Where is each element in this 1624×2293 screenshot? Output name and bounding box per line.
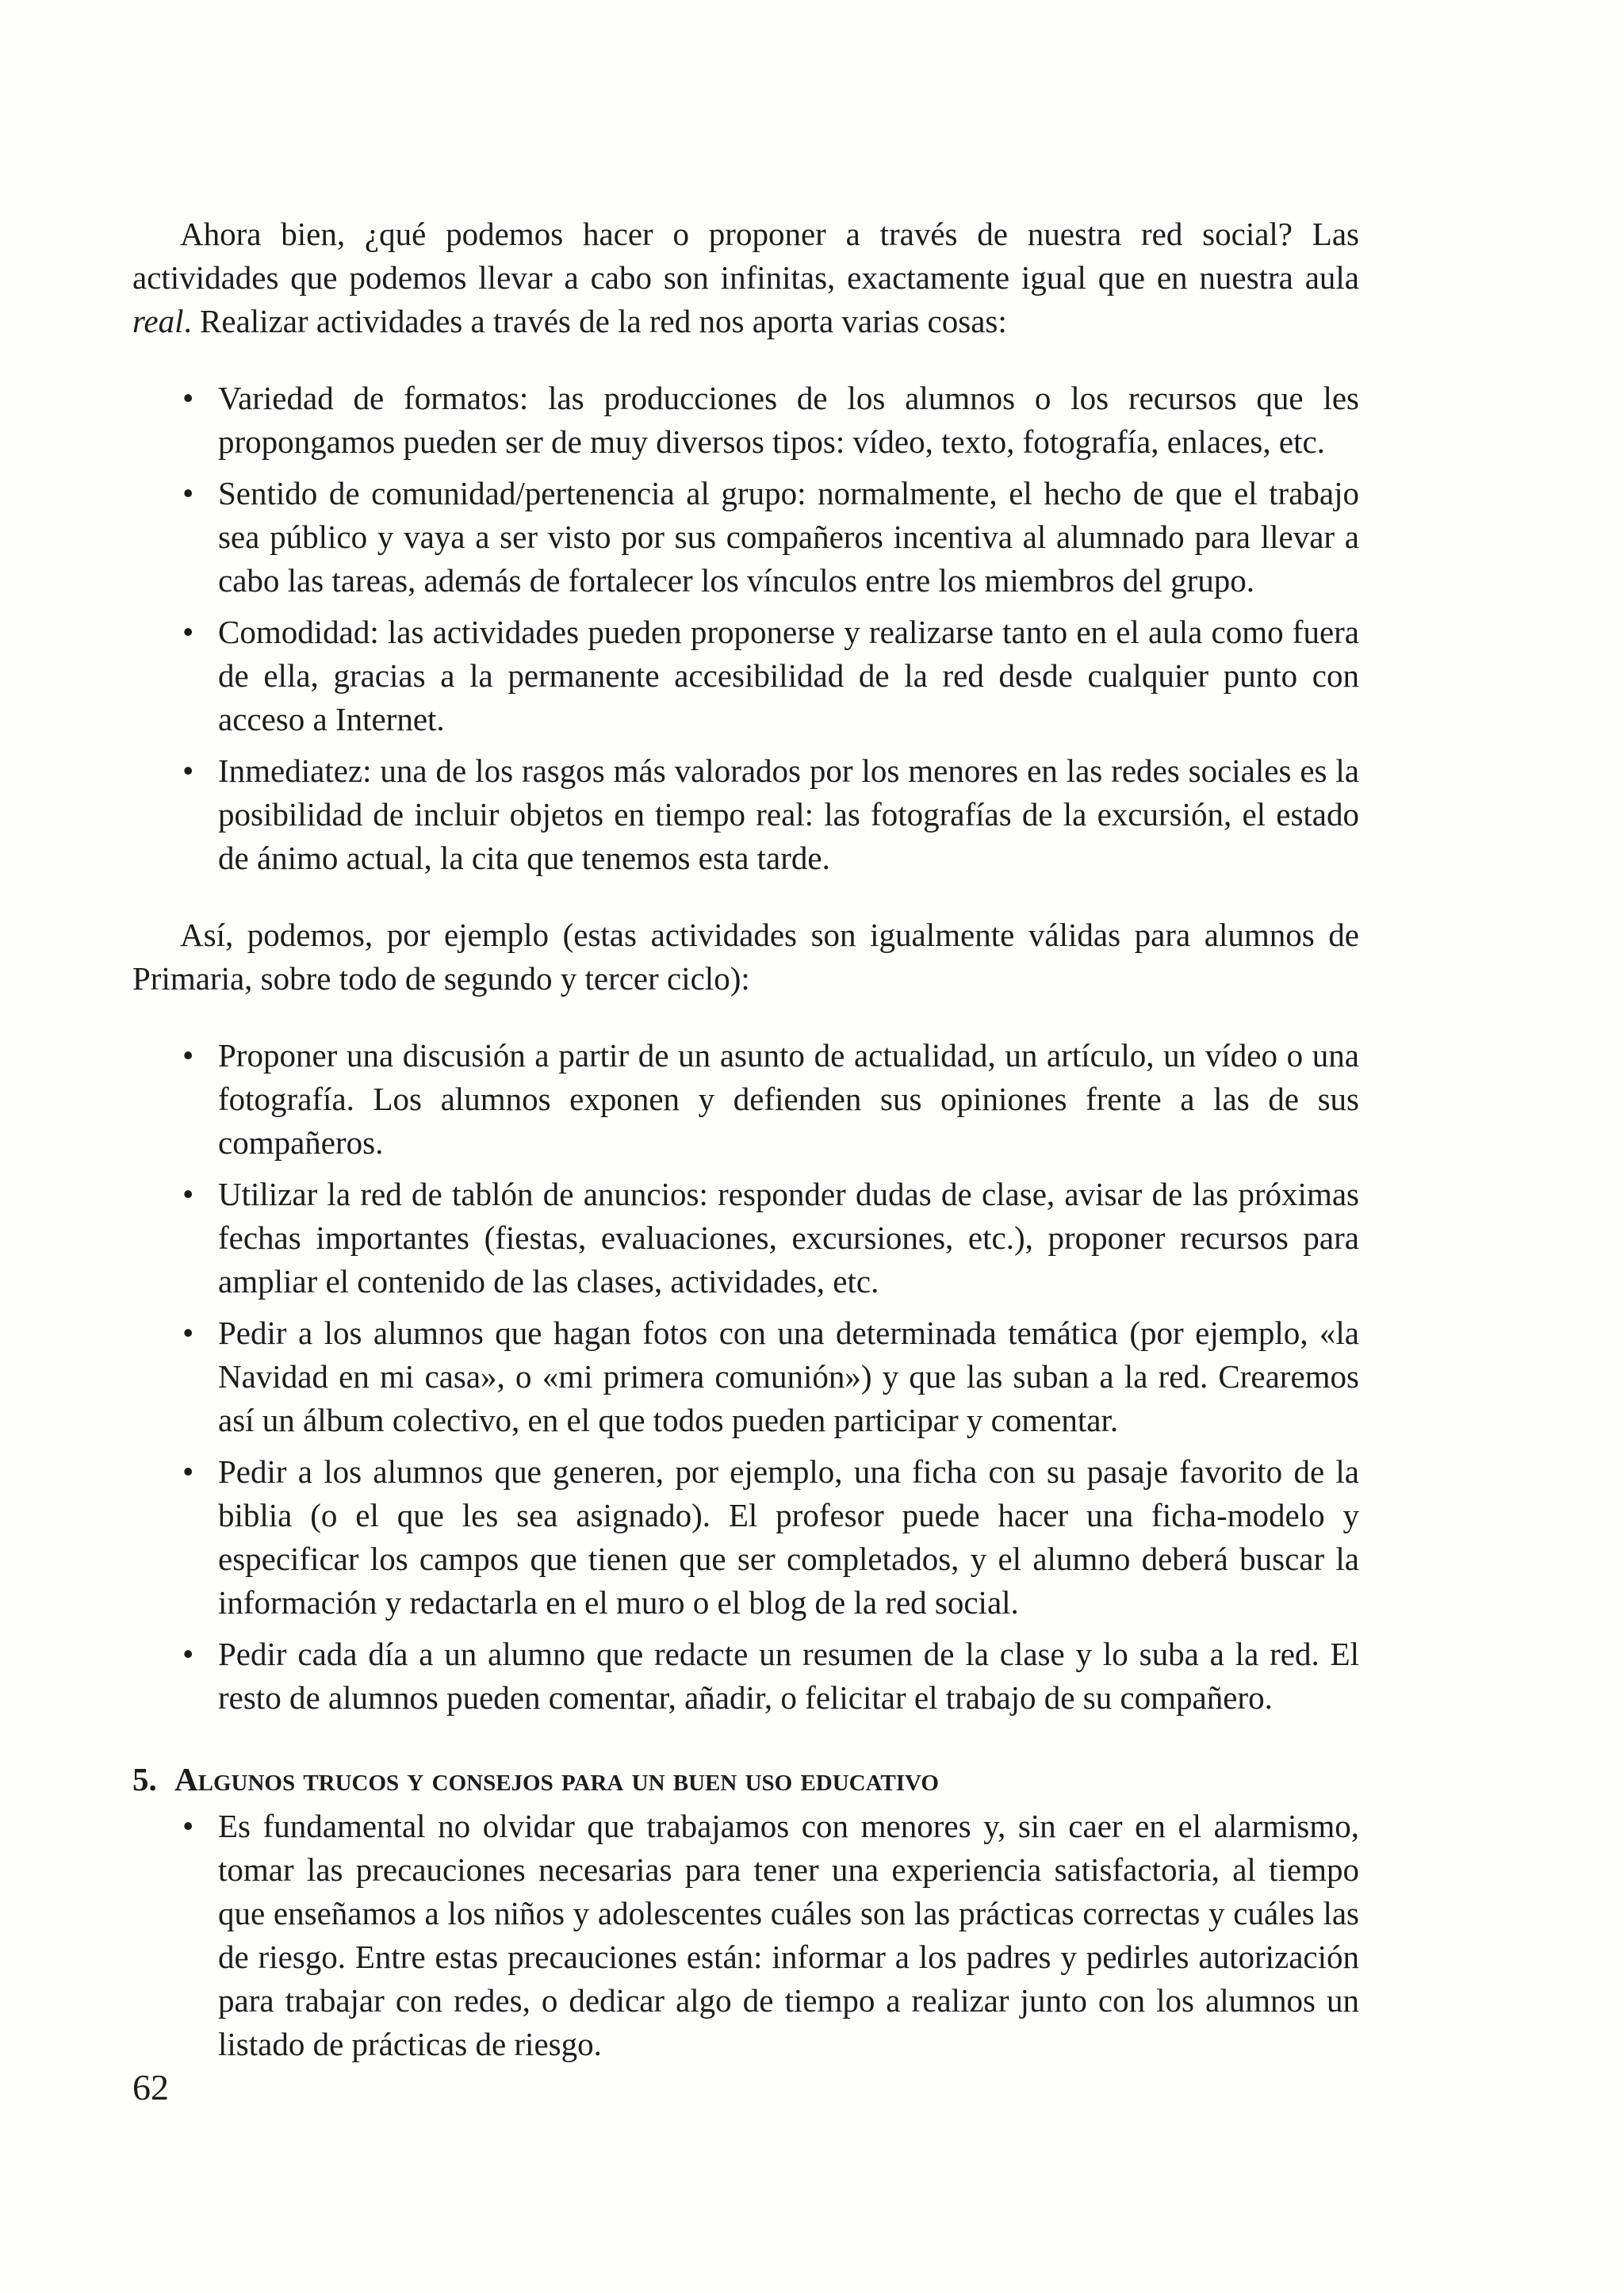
bullet-icon: • xyxy=(182,1176,194,1212)
list-item-text: Pedir cada día a un alumno que redacte un resumen de la clase y lo suba a la red. El resto de alumnos pueden comentar, añadir, o felicitar el trabajo de su compañero. xyxy=(218,1636,1359,1716)
list-item xyxy=(132,1173,1359,1303)
section-number: 5. xyxy=(132,1761,157,1797)
list-item xyxy=(132,1311,1359,1442)
list-item xyxy=(132,1633,1359,1720)
activities-list xyxy=(132,1034,1359,1720)
bullet-icon: • xyxy=(182,380,194,416)
list-item-text: Variedad de formatos: las producciones de los alumnos o los recursos que les propongamos pueden ser de muy diversos tipos: vídeo, texto, fotografía, enlaces, etc. xyxy=(218,380,1359,460)
list-item xyxy=(132,1805,1359,2066)
list-item xyxy=(132,611,1359,741)
intro-text-end: . Realizar actividades a través de la red nos aporta varias cosas: xyxy=(183,303,1007,339)
section-heading xyxy=(132,1758,1359,1801)
list-item xyxy=(132,377,1359,464)
section-title: Algunos trucos y consejos para un buen uso educativo xyxy=(174,1761,939,1797)
intro-italic-word: real xyxy=(132,303,184,339)
list-item xyxy=(132,1450,1359,1625)
bullet-icon: • xyxy=(182,475,194,511)
intro-text: Ahora bien, ¿qué podemos hacer o proponer a través de nuestra red social? Las actividades que podemos llevar a cabo son infinitas, exactamente igual que en nuestra aula xyxy=(132,216,1359,296)
bullet-icon: • xyxy=(182,1808,194,1844)
bullet-icon: • xyxy=(182,1037,194,1074)
list-item-text: Proponer una discusión a partir de un asunto de actualidad, un artículo, un vídeo o una fotografía. Los alumnos exponen y defienden sus opiniones frente a las de sus compañeros. xyxy=(218,1037,1359,1161)
list-item xyxy=(132,472,1359,603)
list-item-text: Inmediatez: una de los rasgos más valorados por los menores en las redes sociales es la posibilidad de incluir objetos en tiempo real: las fotografías de la excursión, el estado de ánimo actual, la cita que tenemos esta tarde. xyxy=(218,752,1359,876)
list-item-text: Utilizar la red de tablón de anuncios: responder dudas de clase, avisar de las próximas fechas importantes (fiestas, evaluaciones, excursiones, etc.), proponer recursos para ampliar el contenido de las clases, actividades, etc. xyxy=(218,1176,1359,1300)
list-item-text: Pedir a los alumnos que hagan fotos con una determinada temática (por ejemplo, «la Navidad en mi casa», o «mi primera comunión») y que las suban a la red. Crearemos así un álbum colectivo, en el que todos pueden participar y comentar. xyxy=(218,1315,1359,1438)
page-body xyxy=(132,212,1359,2066)
bullet-icon: • xyxy=(182,752,194,789)
examples-paragraph: Así, podemos, por ejemplo (estas actividades son igualmente válidas para alumnos de Primaria, sobre todo de segundo y tercer ciclo): xyxy=(132,917,1359,997)
benefits-list xyxy=(132,377,1359,880)
bullet-icon: • xyxy=(182,614,194,650)
list-item-text: Es fundamental no olvidar que trabajamos con menores y, sin caer en el alarmismo, tomar las precauciones necesarias para tener una experiencia satisfactoria, al tiempo que enseñamos a los niños y adolescentes cuáles son las prácticas correctas y cuáles las de riesgo. Entre estas precauciones están: informar a los padres y pedirles autorización para trabajar con redes, o dedicar algo de tiempo a realizar junto con los alumnos un listado de prácticas de riesgo. xyxy=(218,1808,1359,2062)
list-item xyxy=(132,1034,1359,1165)
intro-paragraph xyxy=(132,212,1359,343)
list-item-text: Sentido de comunidad/pertenencia al grupo: normalmente, el hecho de que el trabajo sea público y vaya a ser visto por sus compañeros incentiva al alumnado para llevar a cabo las tareas, además de fortalecer los vínculos entre los miembros del grupo. xyxy=(218,475,1359,599)
bullet-icon: • xyxy=(182,1636,194,1672)
list-item-text: Pedir a los alumnos que generen, por ejemplo, una ficha con su pasaje favorito de la biblia (o el que les sea asignado). El profesor puede hacer una ficha-modelo y especificar los campos que tienen que ser completados, y el alumno deberá buscar la información y redactarla en el muro o el blog de la red social. xyxy=(218,1453,1359,1621)
bullet-icon: • xyxy=(182,1453,194,1490)
list-item xyxy=(132,749,1359,880)
list-item-text: Comodidad: las actividades pueden proponerse y realizarse tanto en el aula como fuera de ella, gracias a la permanente accesibilidad de la red desde cualquier punto con acceso a Internet. xyxy=(218,614,1359,737)
page-number: 62 xyxy=(132,2067,169,2107)
bullet-icon: • xyxy=(182,1315,194,1351)
tips-list xyxy=(132,1805,1359,2066)
